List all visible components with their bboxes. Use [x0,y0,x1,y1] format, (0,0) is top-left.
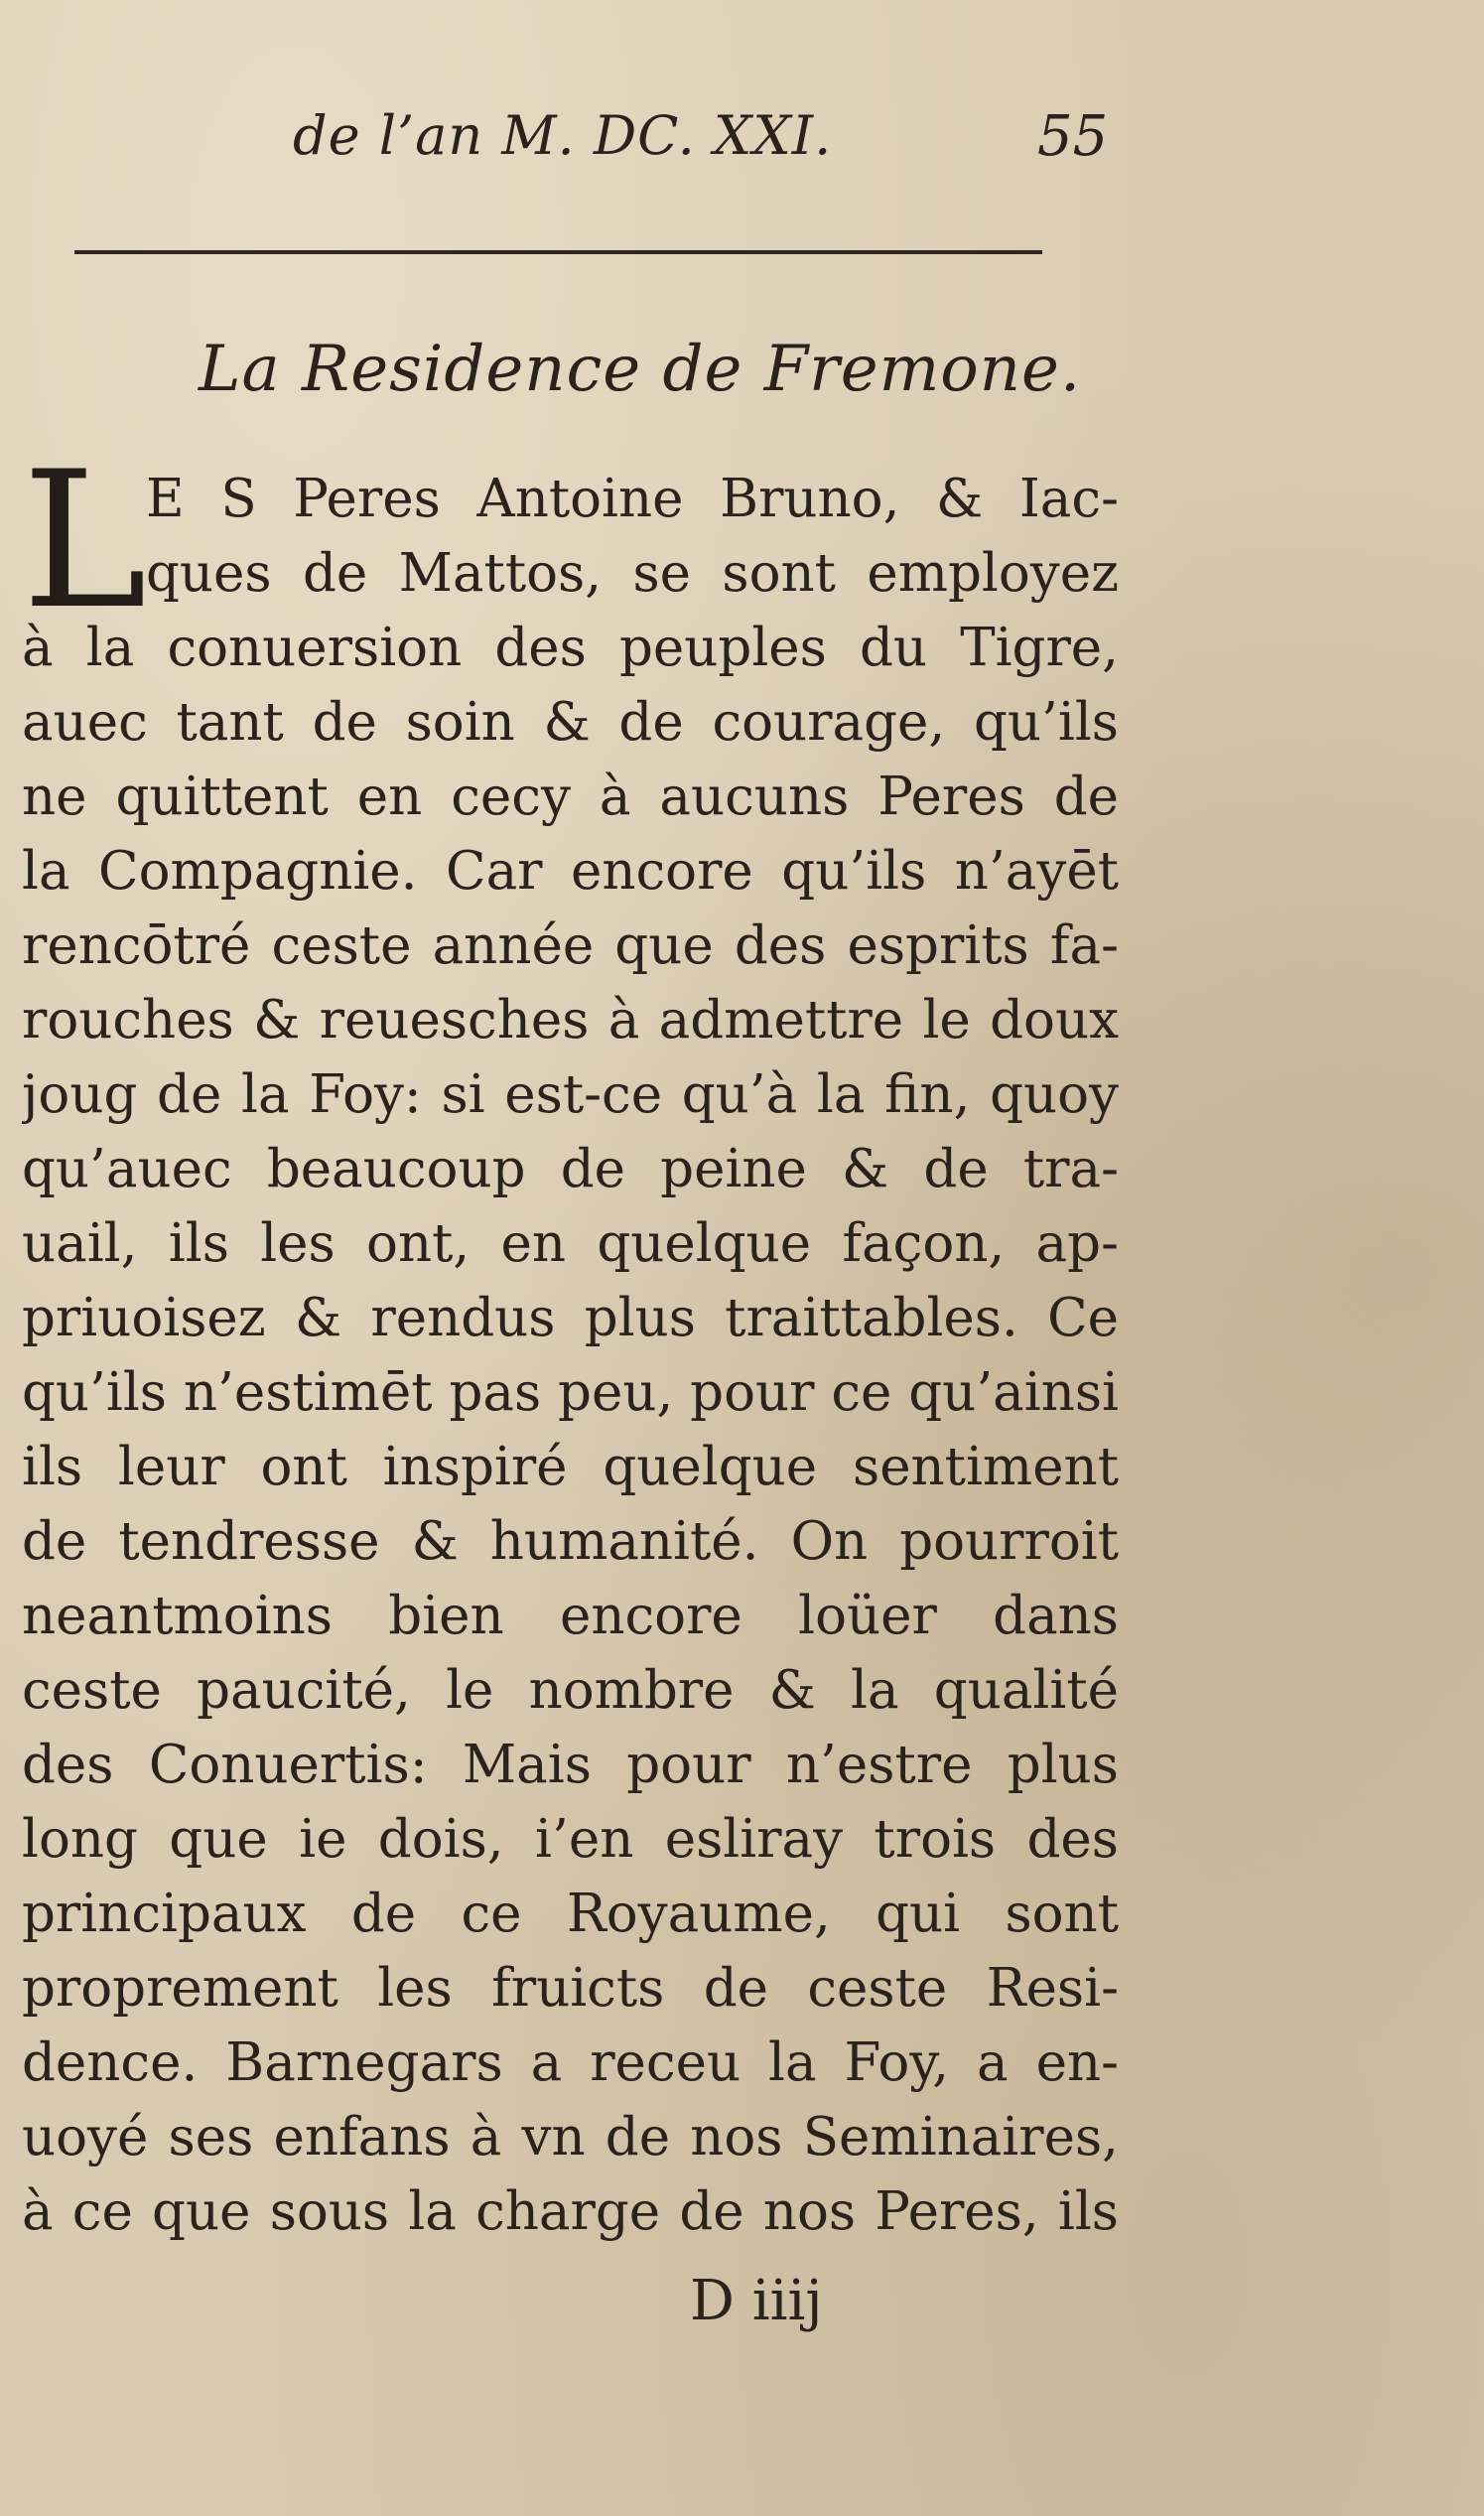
text-line: long que ie dois, i’en esliray trois des [22,1809,1119,1870]
text-line: dence. Barnegars a receu la Foy, a en- [22,2032,1119,2093]
text-line: qu’ils n’estimēt pas peu, pour ce qu’ainsi [22,1362,1119,1423]
text-line: neantmoins bien encore loüer dans [22,1586,1119,1646]
text-line: des Conuertis: Mais pour n’estre plus [22,1735,1119,1795]
text-line: ne quittent en cecy à aucuns Peres de [22,767,1119,827]
text-line: ques de Mattos, se sont employez [146,543,1119,604]
text-line: ceste paucité, le nombre & la qualité [22,1660,1119,1721]
text-line: à la conuersion des peuples du Tigre, [22,618,1119,678]
text-line: rouches & reuesches à admettre le doux [22,990,1119,1050]
section-title: La Residence de Fremone. [199,333,1082,406]
text-line: de tendresse & humanité. On pourroit [22,1511,1119,1572]
text-line: qu’auec beaucoup de peine & de tra- [22,1139,1119,1199]
text-line: priuoisez & rendus plus traittables. Ce [22,1288,1119,1348]
text-line: à ce que sous la charge de nos Peres, ils [22,2181,1119,2242]
text-line: la Compagnie. Car encore qu’ils n’ayēt [22,841,1119,902]
text-line: E S Peres Antoine Bruno, & Iac- [146,469,1119,529]
text-line: uail, ils les ont, en quelque façon, ap- [22,1213,1119,1274]
text-line: proprement les fruicts de ceste Resi- [22,1958,1119,2019]
running-head-title: de l’an M. DC. XXI. [293,104,833,167]
text-line: uoyé ses enfans à vn de nos Seminaires, [22,2107,1119,2167]
text-line: principaux de ce Royaume, qui sont [22,1884,1119,1944]
running-head [0,104,1484,184]
text-line: rencōtré ceste année que des esprits fa- [22,915,1119,976]
body-text [22,462,1119,2249]
text-line: ils leur ont inspiré quelque sentiment [22,1437,1119,1497]
drop-cap: L [22,431,148,650]
text-line: joug de la Foy: si est-ce qu’à la fin, quoy [22,1064,1119,1125]
text-line: auec tant de soin & de courage, qu’ils [22,692,1119,753]
page-number: 55 [1037,104,1109,169]
signature-mark: D iiij [690,2269,823,2333]
header-rule [74,250,1042,254]
